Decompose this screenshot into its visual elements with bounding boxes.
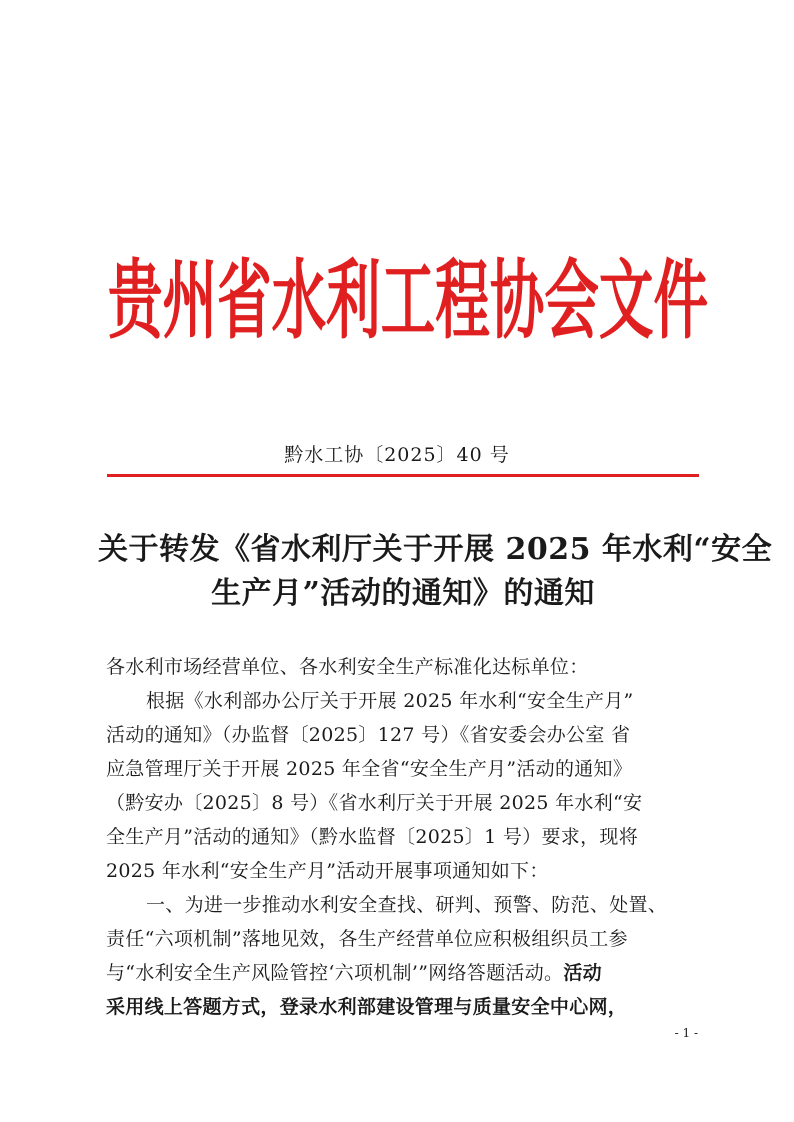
- document-number: 黔水工协〔2025〕40 号: [284, 444, 510, 466]
- paragraph-bold-line: 采用线上答题方式，登录水利部建设管理与质量安全中心网，: [106, 996, 628, 1018]
- org-header-title: [108, 232, 708, 352]
- document-title-line-1: 关于转发《省水利厅关于开展 2025 年水利“安全: [98, 532, 773, 567]
- paragraph-text: 与“水利安全生产风险管控‘六项机制’”网络答题活动。: [106, 962, 564, 984]
- paragraph-line: 根据《水利部办公厅关于开展 2025 年水利“安全生产月”: [146, 690, 634, 712]
- document-body: [106, 650, 702, 1024]
- red-divider-line: [107, 474, 699, 477]
- paragraph-line: 2025 年水利“安全生产月”活动开展事项通知如下：: [106, 860, 549, 882]
- paragraph-line: （黔安办〔2025〕8 号）《省水利厅关于开展 2025 年水利“安: [106, 792, 643, 814]
- paragraph-line: 活动的通知》（办监督〔2025〕127 号）《省安委会办公室 省: [106, 724, 631, 746]
- paragraph-line: 应急管理厅关于开展 2025 年全省“安全生产月”活动的通知》: [106, 758, 633, 780]
- paragraph-line: [106, 956, 702, 990]
- paragraph-line: 责任“六项机制”落地见效，各生产经营单位应积极组织员工参: [106, 928, 628, 950]
- paragraph-bold-text: 活动: [563, 962, 602, 984]
- salutation: 各水利市场经营单位、各水利安全生产标准化达标单位：: [106, 656, 589, 678]
- document-title: [98, 528, 773, 616]
- page-number: - 1 -: [674, 1026, 698, 1040]
- paragraph-line: 一、为进一步推动水利安全查找、研判、预警、防范、处置、: [146, 894, 668, 916]
- document-title-line-2: 生产月”活动的通知》的通知: [211, 576, 595, 611]
- org-header-text: 贵州省水利工程协会文件: [108, 251, 708, 351]
- paragraph-line: 全生产月”活动的通知》（黔水监督〔2025〕1 号）要求，现将: [106, 826, 638, 848]
